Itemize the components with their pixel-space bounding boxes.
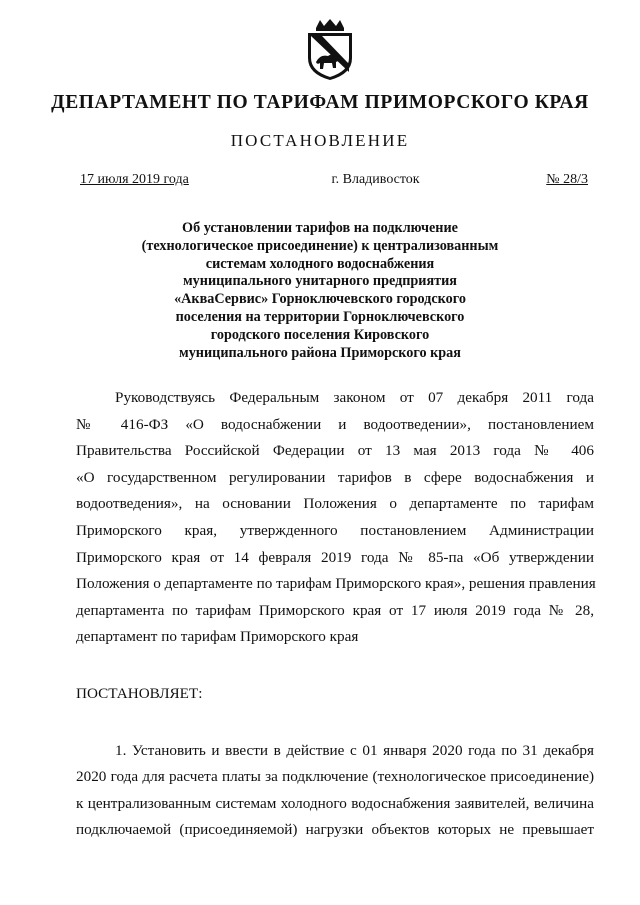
paragraph-line: департамента по тарифам Приморского края от 17 июля 2019 года № 28, — [76, 601, 594, 619]
coat-of-arms-icon — [300, 18, 360, 82]
subject-line: (технологическое присоединение) к централизованным — [141, 237, 499, 254]
subject-line: городского поселения Кировского — [210, 326, 430, 343]
document-date: 17 июля 2019 года — [80, 172, 189, 187]
department-title: ДЕПАРТАМЕНТ ПО ТАРИФАМ ПРИМОРСКОГО КРАЯ — [51, 92, 589, 113]
paragraph-line: «О государственном регулировании тарифов в сфере водоснабжения и — [76, 468, 594, 486]
paragraph-line: № 416-ФЗ «О водоснабжении и водоотведении», постановлением — [76, 415, 594, 433]
document-subject — [0, 220, 640, 362]
paragraph-line: Приморского края, утвержденного постановлением Администрации — [76, 521, 594, 539]
document-city: г. Владивосток — [331, 172, 420, 187]
paragraph-line: 1. Установить и ввести в действие с 01 января 2020 года по 31 декабря — [115, 742, 594, 759]
paragraph-line: Приморского края от 14 февраля 2019 года № 85-па «Об утверждении — [76, 548, 594, 566]
paragraph-line: Руководствуясь Федеральным законом от 07 декабря 2011 года — [115, 389, 594, 406]
paragraph-line: к централизованным системам холодного водоснабжения заявителей, величина — [76, 794, 594, 812]
resolve-heading: ПОСТАНОВЛЯЕТ: — [76, 685, 203, 702]
clause-1-paragraph — [76, 738, 594, 844]
preamble-paragraph — [76, 385, 594, 651]
subject-line: поселения на территории Горноключевского — [175, 308, 465, 325]
subject-line: системам холодного водоснабжения — [205, 255, 435, 272]
paragraph-line: Положения о департаменте по тарифам Приморского края», решения правления — [76, 575, 596, 593]
paragraph-line: Правительства Российской Федерации от 13 мая 2013 года № 406 — [76, 442, 594, 460]
document-number: № 28/3 — [546, 172, 588, 187]
paragraph-line: водоотведения», на основании Положения о департаменте по тарифам — [76, 495, 594, 513]
document-meta — [80, 172, 588, 188]
subject-line: муниципального района Приморского края — [179, 344, 461, 361]
document-type: ПОСТАНОВЛЕНИЕ — [230, 131, 410, 150]
subject-line: Об установлении тарифов на подключение — [182, 220, 458, 236]
paragraph-line: 2020 года для расчета платы за подключение (технологическое присоединение) — [76, 768, 594, 786]
paragraph-line: департамент по тарифам Приморского края — [76, 628, 359, 646]
subject-line: «АкваСервис» Горноключевского городского — [174, 291, 466, 308]
subject-line: муниципального унитарного предприятия — [183, 273, 457, 290]
paragraph-line: подключаемой (присоединяемой) нагрузки объектов которых не превышает — [76, 821, 594, 839]
